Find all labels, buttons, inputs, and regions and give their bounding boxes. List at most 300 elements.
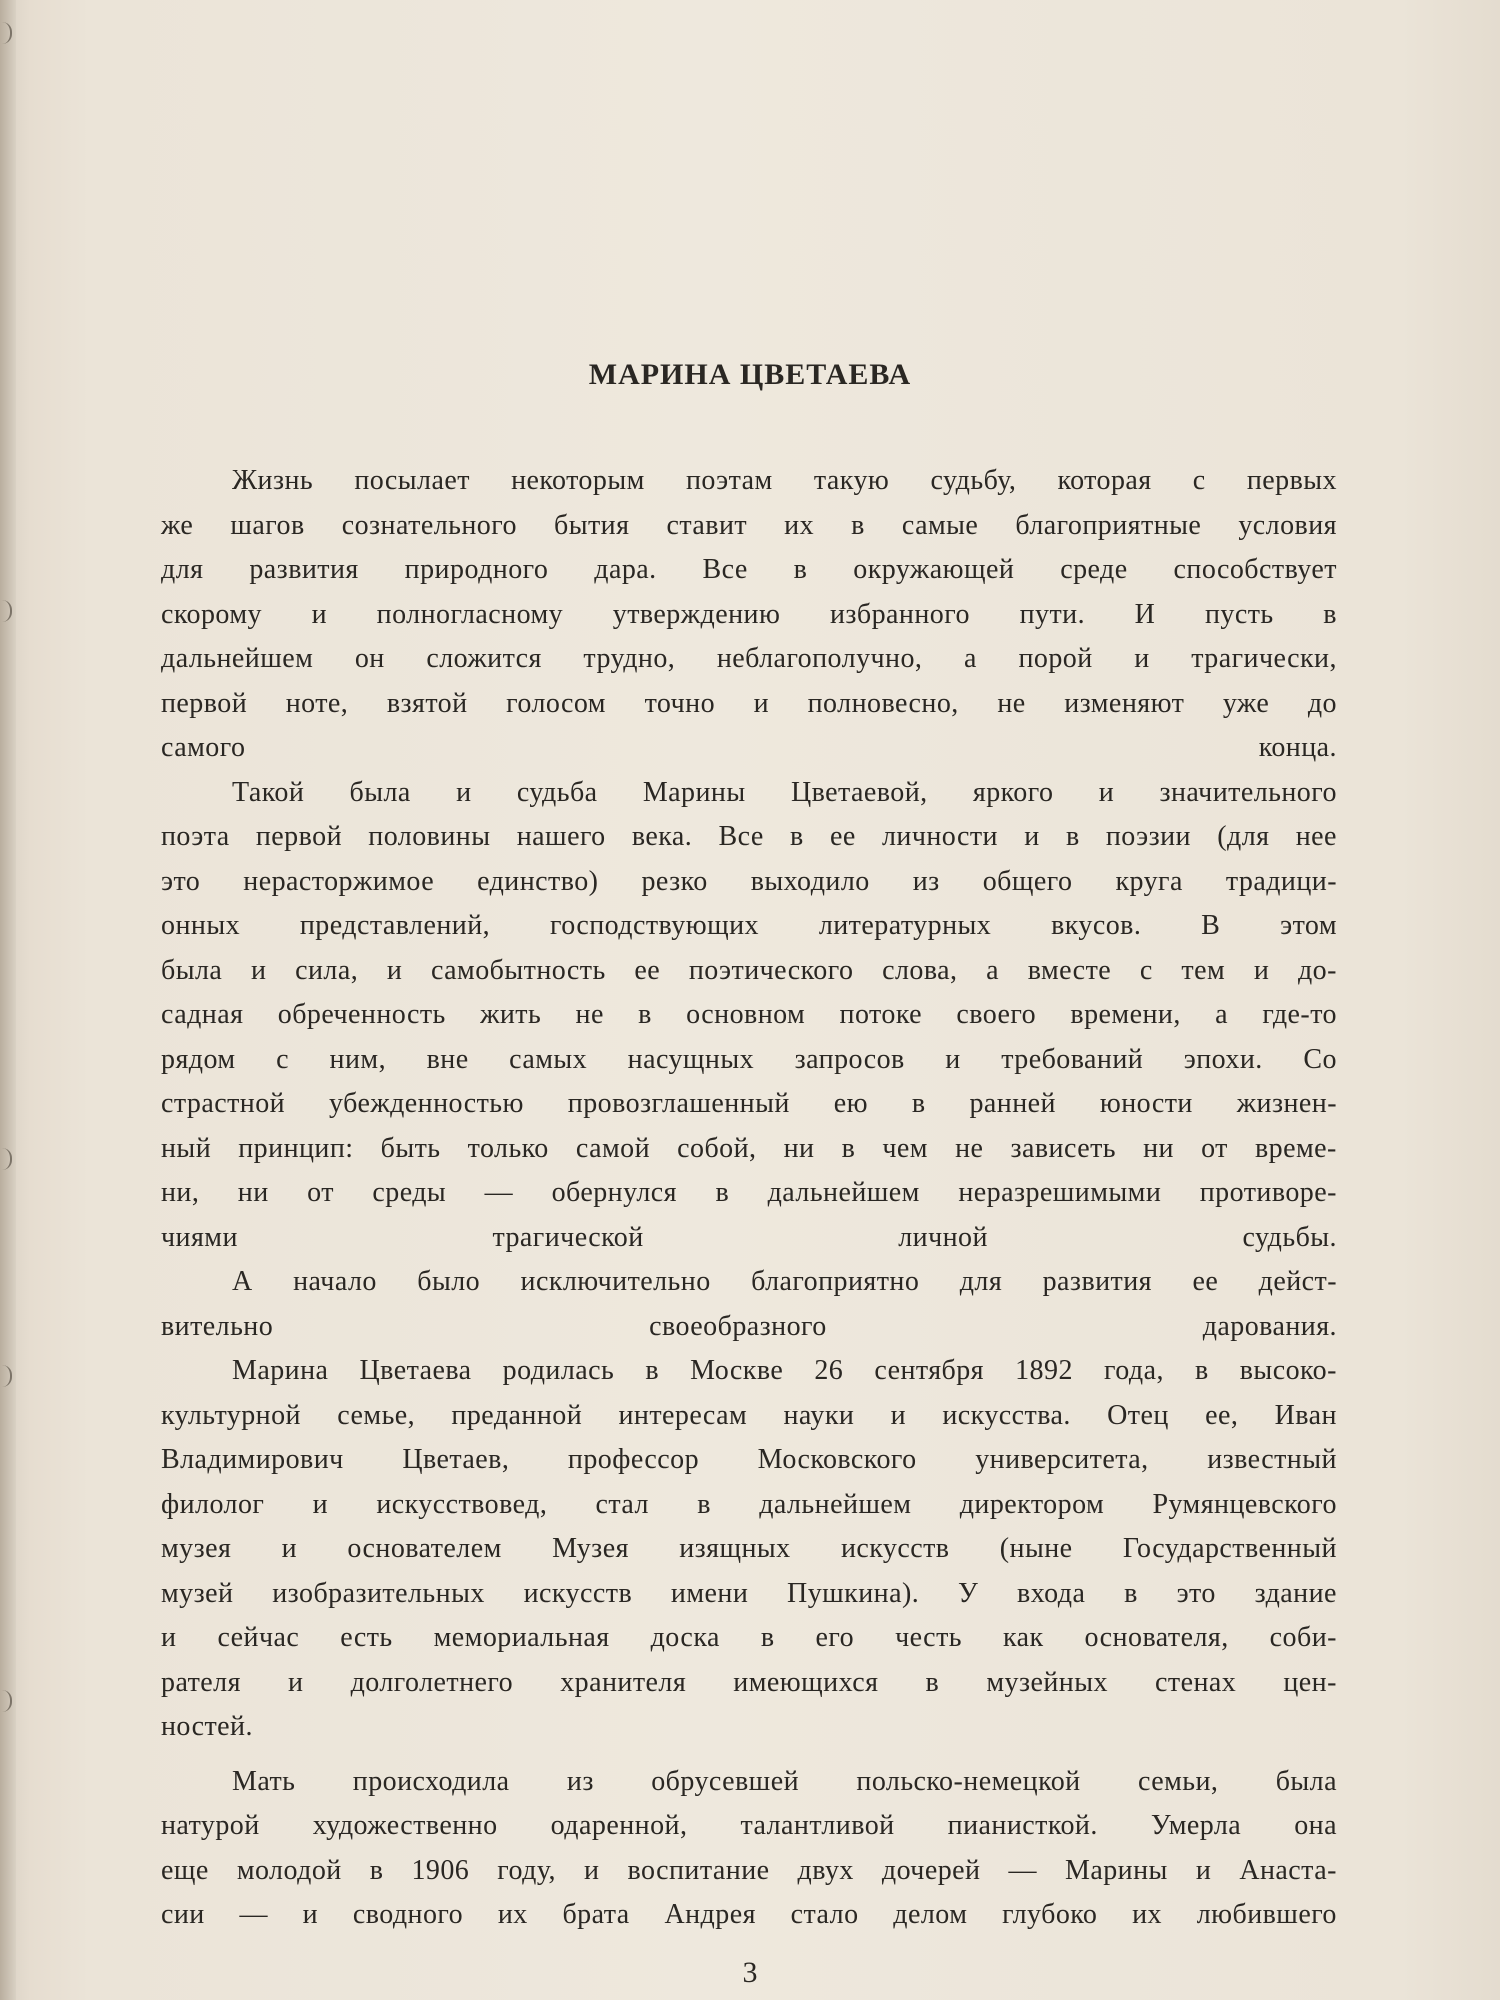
text-line [161,1616,1337,1661]
text-line [161,1760,1337,1805]
word: — [239,1899,268,1930]
word: от [307,1177,334,1208]
word: ни [783,1132,815,1164]
word: провозглашенный [567,1088,790,1119]
word: и [1253,954,1270,986]
word: и [161,1622,177,1653]
word: и [753,687,770,719]
word: в [1323,598,1337,630]
word: одаренной, [550,1810,688,1841]
word: Цветаевой, [790,776,928,808]
word: вкусов. [1051,910,1142,941]
word: садная [161,999,244,1030]
word: Марины [1065,1854,1168,1886]
word: У [957,1577,979,1609]
word: и [584,1854,600,1886]
word: Отец [1107,1399,1169,1431]
word: натурой [161,1810,260,1841]
word: цен- [1283,1666,1337,1698]
word: онных [161,910,241,941]
word: убежденностью [329,1088,524,1119]
paragraph [161,1349,1337,1750]
text-line [161,548,1337,593]
word: сии [161,1899,205,1930]
word: и [1195,1854,1212,1886]
word: начало [293,1266,377,1297]
word: изобразительных [272,1577,485,1609]
text-line: самого конца. [161,732,1337,763]
word: пути. [1019,598,1086,630]
word: сознательного [341,509,517,541]
word: рателя [161,1666,241,1698]
word: основном [686,999,806,1030]
word: дальнейшем [767,1177,920,1208]
text-line [161,860,1337,905]
word: художественно [312,1810,498,1841]
text-line: вительно своеобразного дарования. [161,1310,1337,1342]
word: среде [1060,554,1128,585]
word: голосом [506,687,606,719]
word: (для [1217,821,1270,852]
word: ним, [329,1043,387,1075]
word: эпохи. [1183,1043,1263,1075]
word: потоке [839,999,923,1030]
word: страстной [161,1088,286,1119]
word: полногласному [376,598,564,630]
word: И [1134,598,1156,630]
word: ни [1143,1132,1174,1164]
text-line [161,637,1337,682]
page-title: МАРИНА ЦВЕТАЕВА [588,358,912,391]
word: талантливой [740,1810,895,1841]
word: дара. [594,554,657,585]
word: этом [1280,910,1337,941]
word: в [851,509,865,541]
word: жизнен- [1236,1088,1337,1119]
word: для [959,1266,1003,1297]
word: посылает [354,465,470,496]
word: филолог [161,1488,265,1520]
word: ее [1192,1266,1219,1297]
word: обернулся [551,1177,677,1208]
word: личности [881,821,998,852]
word: сентября [874,1355,984,1386]
word: исключительно [520,1266,711,1297]
word: поэта [161,821,230,852]
word: из [566,1765,594,1797]
word: своего [956,999,1037,1030]
text-line: чиями трагической личной судьбы. [161,1221,1337,1253]
word: самых [509,1043,588,1075]
text-line [161,593,1337,638]
text-line [161,1572,1337,1617]
word: бытия [554,509,630,541]
text-line [161,1171,1337,1216]
word: в [638,999,652,1030]
word: не [997,687,1026,719]
word: — [484,1177,514,1208]
word: трагически, [1191,643,1337,674]
word: пианисткой. [947,1810,1098,1841]
word: точно [644,687,716,719]
word: это [161,865,201,897]
word: происходила [352,1765,510,1797]
word: половины [368,821,491,852]
word: имеющихся [733,1666,879,1698]
word: неразрешимыми [958,1177,1162,1208]
word: выходило [750,865,870,897]
word: искусств [840,1533,950,1564]
word: ранней [969,1088,1056,1119]
text-line [161,1527,1337,1572]
word: Андрея [664,1899,756,1930]
word: профессор [567,1444,700,1475]
text-line [161,1849,1337,1894]
word: избранного [829,598,970,630]
word: была [1275,1765,1337,1797]
word: и [250,954,267,986]
word: искусств [523,1577,633,1609]
word: двух [797,1854,854,1886]
word: была [349,776,411,808]
word: вместе [1027,954,1112,986]
word: и [1024,821,1040,852]
word: Марины [642,776,746,808]
word: от [1201,1132,1228,1164]
paragraph-gap [161,1750,1337,1760]
word: судьба [516,776,598,808]
word: собой, [677,1132,757,1164]
word: неблагополучно, [716,643,923,674]
word: не [955,1132,984,1164]
word: стал [595,1488,649,1520]
word: жить [480,999,542,1030]
word: интересам [618,1399,748,1431]
word: вне [426,1043,469,1075]
word: их [497,1899,528,1930]
word: брата [562,1899,630,1930]
word: скорому [161,598,262,630]
word: Цветаева [359,1355,472,1386]
word: 1906 [411,1854,470,1886]
word: основателя, [1084,1622,1229,1653]
word: молодой [236,1854,342,1886]
word: еще [161,1854,209,1886]
word: Государственный [1122,1533,1337,1564]
word: с [276,1043,289,1075]
word: их [784,509,815,541]
word: и [281,1533,298,1564]
word: польско-немецкой [856,1765,1081,1797]
word: ни [237,1177,269,1208]
text-line [161,1260,1337,1305]
word: общего [982,865,1073,897]
word: искусства. [942,1399,1071,1431]
word: поэтам [685,465,773,496]
word: и [456,776,472,808]
word: ни, [161,1177,200,1208]
word: до [1307,687,1337,719]
text-line [161,815,1337,860]
word: хранителя [560,1666,687,1698]
word: окружающей [853,554,1015,585]
word: музея [161,1533,232,1564]
word: поэтического [688,954,854,986]
word: Такой [232,776,305,808]
word: мемориальная [433,1622,610,1653]
text-line [161,1483,1337,1528]
word: дочерей [881,1854,981,1886]
word: нашего [516,821,606,852]
word: известный [1207,1444,1337,1475]
word: первой [161,687,248,719]
text-line [161,1038,1337,1083]
text-line [161,504,1337,549]
word: некоторым [511,465,645,496]
word: Жизнь [232,465,314,496]
word: году, [497,1854,556,1886]
word: и [288,1666,304,1698]
word: единство) [477,865,599,897]
word: ноте, [285,687,349,719]
word: основателем [347,1533,502,1564]
word: судьбу, [930,465,1017,496]
word: а [986,954,1000,986]
word: Владимирович [161,1444,344,1475]
word: искусствовед, [376,1488,548,1520]
word: круга [1115,865,1183,897]
text-line [161,904,1337,949]
word: благоприятные [1015,509,1202,541]
text-line [161,771,1337,816]
word: В [1201,910,1221,941]
text-line [161,1804,1337,1849]
word: времени, [1070,999,1181,1030]
word: науки [783,1399,855,1431]
word: запросов [794,1043,905,1075]
text-line [161,1349,1337,1394]
word: делом [893,1899,968,1930]
paragraph [161,1760,1337,1938]
word: из [912,865,940,897]
word: воспитание [627,1854,770,1886]
word: есть [340,1622,393,1653]
word: соби- [1269,1622,1337,1653]
word: в [645,1355,660,1386]
word: Москве [690,1355,784,1386]
word: традици- [1225,865,1337,897]
word: только [467,1132,549,1164]
text-line [161,949,1337,994]
word: Московского [757,1444,917,1475]
paragraph [161,1260,1337,1349]
word: преданной [451,1399,583,1431]
text-line [161,1082,1337,1127]
word: самые [901,509,979,541]
word: стало [790,1899,859,1930]
word: изящных [679,1533,791,1564]
word: развития [1042,1266,1153,1297]
word: чем [882,1132,928,1164]
word: господствующих [549,910,759,941]
word: обреченность [277,999,446,1030]
text-line [161,1127,1337,1172]
word: шагов [230,509,305,541]
word: долголетнего [350,1666,514,1698]
word: слова, [882,954,958,986]
word: Все [702,554,748,585]
word: нерасторжимое [243,865,435,897]
word: для [161,554,204,585]
word: и [1098,776,1115,808]
word: доска [650,1622,720,1653]
word: утверждению [612,598,781,630]
word: их [1132,1899,1162,1930]
word: родилась [502,1355,615,1386]
word: самобытность [430,954,606,986]
word: Марина [232,1355,329,1386]
word: как [1002,1622,1044,1653]
word: в [697,1488,711,1520]
word: в [925,1666,940,1698]
word: университета, [975,1444,1149,1475]
word: сила, [295,954,359,986]
word: в [369,1854,384,1886]
text-line [161,1438,1337,1483]
word: глубоко [1002,1899,1098,1930]
text-line [161,459,1337,504]
word: музей [161,1577,234,1609]
word: с [1192,465,1206,496]
word: века. [631,821,693,852]
word: представлений, [299,910,491,941]
word: была [161,954,223,986]
word: в [841,1132,856,1164]
word: Анаста- [1239,1854,1337,1886]
word: имени [670,1577,749,1609]
word: было [417,1266,481,1297]
word: дальнейшем [161,643,314,674]
word: в [1065,821,1080,852]
word: яркого [972,776,1054,808]
word: такую [813,465,890,496]
word: в [760,1622,775,1653]
word: здание [1254,1577,1337,1609]
word: поэзии [1105,821,1191,852]
word: требований [1001,1043,1144,1075]
word: ставит [666,509,748,541]
word: семье, [337,1399,416,1431]
word: семьи, [1137,1765,1219,1797]
word: порой [1018,643,1093,674]
word: Умерла [1150,1810,1242,1841]
word: которая [1057,465,1152,496]
text-line [161,1394,1337,1439]
word: Иван [1274,1399,1337,1431]
word: 26 [814,1355,844,1386]
word: быть [380,1132,441,1164]
word: в [790,821,804,852]
word: полновесно, [807,687,959,719]
word: дальнейшем [759,1488,912,1520]
word: Все [718,821,764,852]
word: честь [895,1622,962,1653]
word: Со [1303,1043,1337,1075]
word: зависеть [1010,1132,1116,1164]
word: с [1139,954,1153,986]
word: взятой [386,687,468,719]
word: ее, [1205,1399,1239,1431]
word: среды [372,1177,447,1208]
word: и [945,1043,961,1075]
word: обрусевшей [651,1765,800,1797]
word: — [1008,1854,1037,1886]
word: рядом [161,1043,236,1075]
word: дейст- [1258,1266,1337,1297]
word: года, [1104,1355,1164,1386]
word: она [1294,1810,1337,1841]
word: ный [161,1132,212,1164]
word: где-то [1262,999,1337,1030]
word: ее [634,954,661,986]
text-line [161,682,1337,727]
word: условия [1238,509,1337,541]
word: до- [1297,954,1337,986]
word: принцип: [238,1132,354,1164]
word: а [963,643,977,674]
word: литературных [818,910,992,941]
word: высоко- [1239,1355,1337,1386]
word: Музея [552,1533,629,1564]
word: способствует [1173,554,1337,585]
word: это [1176,1577,1216,1609]
word: в [715,1177,730,1208]
word: же [161,509,194,541]
word: Румянцевского [1152,1488,1337,1520]
paragraph [161,771,1337,1261]
word: сложится [426,643,542,674]
word: музейных [986,1666,1108,1698]
word: благоприятно [751,1266,920,1297]
word: директором [959,1488,1105,1520]
word: (ныне [999,1533,1073,1564]
word: и [386,954,403,986]
text-line [161,1661,1337,1706]
word: в [911,1088,926,1119]
word: А [232,1266,253,1297]
word: первых [1246,465,1337,496]
paragraph [161,459,1337,771]
word: 1892 [1015,1355,1073,1386]
word: тем [1181,954,1226,986]
word: его [815,1622,855,1653]
word: и [1134,643,1150,674]
page-number: 3 [742,1956,758,1989]
article-body [161,459,1337,1938]
word: развития [249,554,359,585]
word: и [312,1488,329,1520]
word: сейчас [217,1622,300,1653]
text-line: ностей. [161,1711,253,1742]
word: входа [1017,1577,1086,1609]
word: стенах [1155,1666,1237,1698]
word: в [1195,1355,1209,1386]
word: ею [833,1088,868,1119]
word: и [311,598,328,630]
word: и [302,1899,319,1930]
word: первой [255,821,343,852]
word: Мать [232,1765,296,1797]
